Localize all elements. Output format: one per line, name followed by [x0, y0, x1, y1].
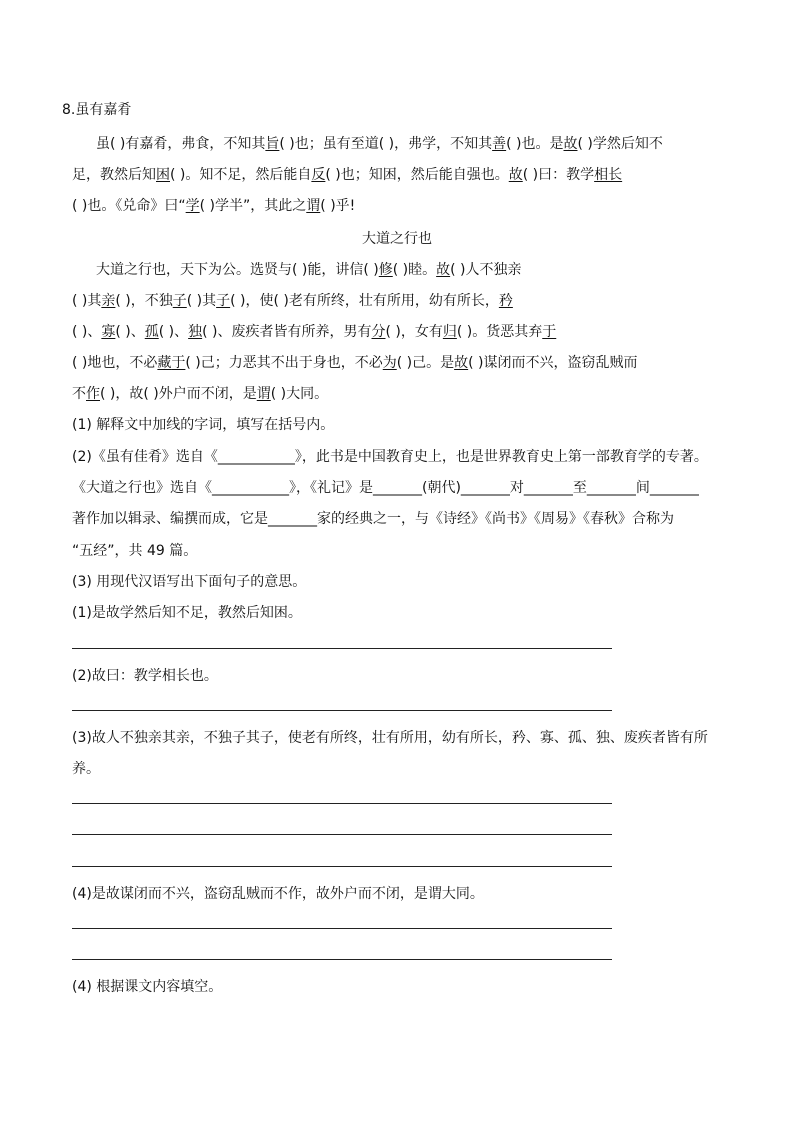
underlined-word: 矜 [498, 293, 513, 309]
answer-line[interactable] [72, 959, 612, 960]
question-8-title: 8.虽有嘉肴 [62, 102, 132, 118]
underlined-word: 故 [436, 262, 451, 278]
passage2-line1: 大道之行也，天下为公。选贤与( )能，讲信( )修( )睦。故( )人不独亲 [96, 262, 522, 278]
underlined-word: 学 [185, 198, 200, 214]
underlined-word: 反 [311, 167, 326, 183]
answer-line[interactable] [72, 648, 612, 649]
underlined-word: 寡 [101, 324, 116, 340]
underlined-word: 相长 [594, 167, 623, 183]
passage2-line3: ( )、寡( )、孤( )、独( )、废疾者皆有所养，男有分( )，女有归( )。货恶其弃于 [72, 324, 557, 340]
underlined-word: 于 [171, 355, 186, 371]
passage2-line4: ( )地也，不必藏于( )己；力恶其不出于身也，不必为( )己。是故( )谋闭而不兴，盗窃乱贼而 [72, 355, 638, 371]
underlined-word: 孤 [144, 324, 159, 340]
underlined-word: 故 [563, 136, 578, 152]
underlined-word: 谓 [256, 386, 271, 402]
answer-line[interactable] [72, 803, 612, 804]
passage1-line1: 虽( )有嘉肴，弗食，不知其旨( )也；虽有至道( )，弗学，不知其善( )也。是故( )学然后知不 [96, 136, 663, 152]
question-4: (4) 根据课文内容填空。 [72, 979, 223, 995]
question-2-line4: “五经”，共 49 篇。 [72, 543, 198, 559]
passage2-line5: 不作( )，故( )外户而不闭，是谓( )大同。 [72, 386, 329, 402]
underlined-word: 于 [542, 324, 557, 340]
answer-line[interactable] [72, 866, 612, 867]
passage1-line3: ( )也。《兑命》曰“学( )学半”，其此之谓( )乎! [72, 198, 356, 214]
question-2-line3: 著作加以辑录、编撰而成，它是_______家的经典之一，与《诗经》《尚书》《周易》《春秋》合称为 [72, 511, 674, 527]
sentence-2: (2)故曰：教学相长也。 [72, 668, 218, 684]
underlined-word: 故 [454, 355, 469, 371]
underlined-word: 独 [188, 324, 203, 340]
answer-line[interactable] [72, 834, 612, 835]
underlined-word: 藏 [157, 355, 172, 371]
passage2-title: 大道之行也 [362, 231, 432, 247]
answer-line[interactable] [72, 928, 612, 929]
underlined-word: 亲 [101, 293, 116, 309]
underlined-word: 分 [371, 324, 386, 340]
sentence-3-line2: 养。 [72, 761, 100, 777]
underlined-word: 困 [156, 167, 170, 183]
underlined-word: 旨 [265, 136, 280, 152]
underlined-word: 作 [86, 386, 100, 402]
underlined-word: 归 [442, 324, 457, 340]
question-1: (1) 解释文中加线的字词，填写在括号内。 [72, 417, 335, 433]
underlined-word: 善 [492, 136, 507, 152]
sentence-3-line1: (3)故人不独亲其亲，不独子其子，使老有所终，壮有所用，幼有所长，矜、寡、孤、独、废疾者皆有所 [72, 730, 708, 746]
underlined-word: 子 [216, 293, 231, 309]
question-2-line2: 《大道之行也》选自《___________》，《礼记》是_______(朝代)_______对_______至_______间_______ [72, 480, 699, 496]
underlined-word: 修 [378, 262, 393, 278]
question-3: (3) 用现代汉语写出下面句子的意思。 [72, 574, 307, 590]
sentence-4: (4)是故谋闭而不兴，盗窃乱贼而不作，故外户而不闭，是谓大同。 [72, 886, 484, 902]
answer-line[interactable] [72, 710, 612, 711]
underlined-word: 子 [172, 293, 187, 309]
passage2-line2: ( )其亲( )，不独子( )其子( )，使( )老有所终，壮有所用，幼有所长，矜 [72, 293, 513, 309]
underlined-word: 谓 [306, 198, 321, 214]
underlined-word: 故 [508, 167, 523, 183]
underlined-word: 为 [382, 355, 397, 371]
sentence-1: (1)是故学然后知不足，教然后知困。 [72, 605, 302, 621]
question-2-line1: (2)《虽有佳肴》选自《___________》，此书是中国教育史上，也是世界教育史上第一部教育学的专著。 [72, 449, 708, 465]
passage1-line2: 足，教然后知困( )。知不足，然后能自反( )也；知困，然后能自强也。故( )曰：教学相长 [72, 167, 623, 183]
